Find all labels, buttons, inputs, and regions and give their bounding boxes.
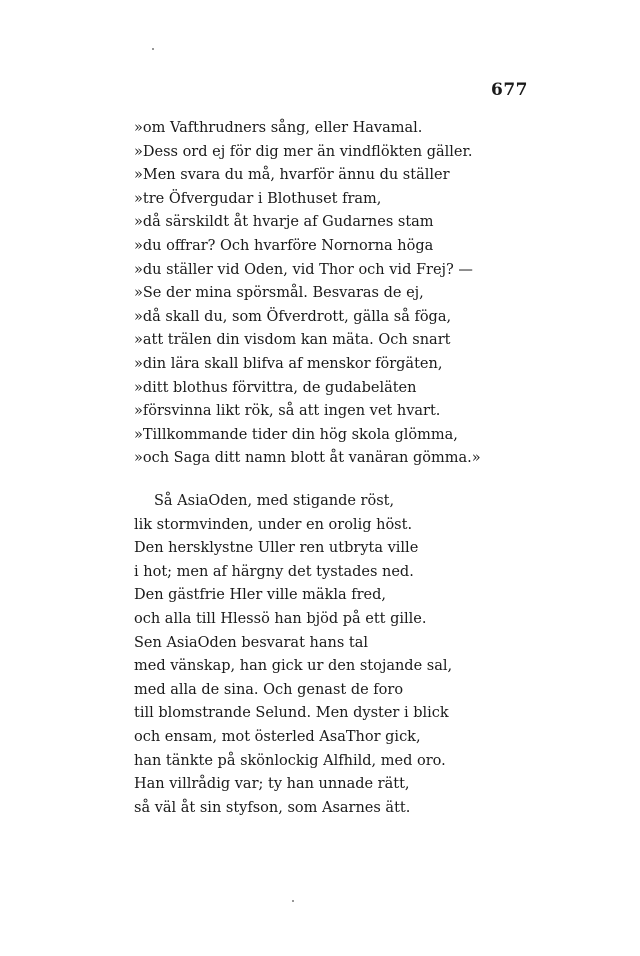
verse-line: lik stormvinden, under en orolig höst. (134, 516, 413, 533)
stanza-2 (134, 490, 452, 820)
verse-line: »Tillkommande tider din hög skola glömma, (134, 426, 458, 443)
verse-line: Så AsiaOden, med stigande röst, (154, 493, 395, 509)
page-number: 677 (491, 80, 528, 100)
verse-line: och alla till Hlessö han bjöd på ett gille. (134, 610, 427, 627)
verse-line: Han villrådig var; ty han unnade rätt, (134, 776, 410, 793)
verse-line: och ensam, mot österled AsaThor gick, (134, 728, 421, 745)
verse-line: så väl åt sin styfson, som Asarnes ätt. (134, 799, 411, 816)
verse-line: »din lära skall blifva af menskor förgäten, (134, 355, 443, 372)
verse-line: »och Saga ditt namn blott åt vanäran gömma.» (134, 450, 481, 467)
verse-line: »att trälen din visdom kan mäta. Och snart (134, 332, 451, 349)
paper-speck (292, 900, 294, 902)
verse-line: »du offrar? Och hvarföre Nornorna höga (134, 237, 434, 254)
verse-line: Sen AsiaOden besvarat hans tal (134, 634, 368, 651)
verse-line: »då skall du, som Öfverdrott, gälla så föga, (134, 308, 452, 325)
verse-line: med alla de sina. Och genast de foro (134, 681, 404, 698)
paper-speck (152, 48, 154, 50)
verse-line: Den hersklystne Uller ren utbryta ville (134, 540, 419, 557)
verse-line: han tänkte på skönlockig Alfhild, med oro. (134, 752, 446, 769)
verse-line: i hot; men af härgny det tystades ned. (134, 563, 414, 580)
verse-line: »om Vafthrudners sång, eller Havamal. (134, 120, 423, 136)
verse-line: »du ställer vid Oden, vid Thor och vid Frej? — (134, 261, 473, 278)
verse-line: »försvinna likt rök, så att ingen vet hvart. (134, 403, 441, 420)
verse-line: »då särskildt åt hvarje af Gudarnes stam (134, 214, 434, 231)
verse-line: »Se der mina spörsmål. Besvaras de ej, (134, 285, 424, 302)
verse-line: »tre Öfvergudar i Blothuset fram, (134, 190, 382, 207)
verse-line: till blomstrande Selund. Men dyster i blick (134, 705, 449, 722)
stanza-1 (134, 117, 481, 471)
verse-line: Den gästfrie Hler ville mäkla fred, (134, 587, 387, 604)
verse-line: med vänskap, han gick ur den stojande sal, (134, 658, 453, 675)
verse-line: »ditt blothus förvittra, de gudabeläten (134, 379, 417, 396)
verse-line: »Dess ord ej för dig mer än vindflökten gäller. (134, 143, 473, 160)
verse-line: »Men svara du må, hvarför ännu du ställer (134, 167, 450, 184)
